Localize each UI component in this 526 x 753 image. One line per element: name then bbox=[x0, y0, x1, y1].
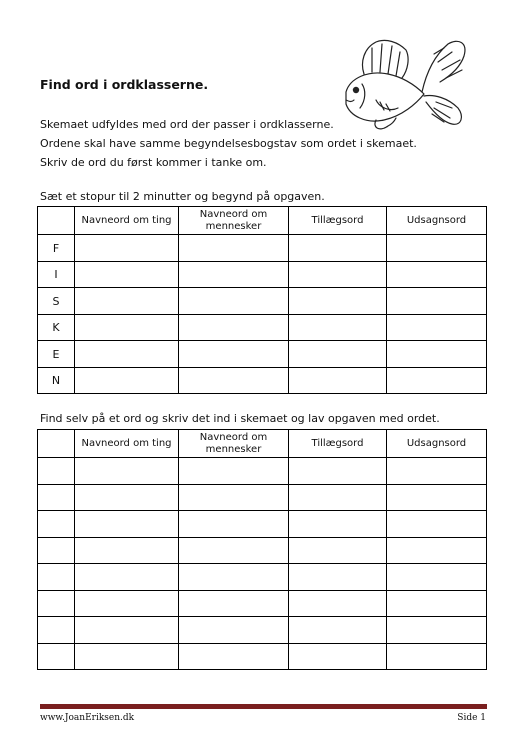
answer-cell[interactable] bbox=[179, 617, 289, 644]
fish-eye-icon bbox=[353, 87, 359, 93]
answer-cell[interactable] bbox=[179, 458, 289, 485]
answer-cell[interactable] bbox=[289, 617, 387, 644]
answer-cell[interactable] bbox=[387, 288, 487, 315]
table-row bbox=[38, 538, 487, 564]
letter-cell[interactable] bbox=[38, 538, 75, 564]
answer-cell[interactable] bbox=[75, 591, 179, 617]
instruction-line: Skemaet udfyldes med ord der passer i ordklasserne. bbox=[40, 118, 334, 131]
header-cell bbox=[38, 207, 75, 235]
word-table-own-word bbox=[37, 429, 487, 670]
table-row bbox=[38, 485, 487, 511]
letter-cell: I bbox=[38, 262, 75, 288]
letter-cell[interactable] bbox=[38, 591, 75, 617]
letter-cell: S bbox=[38, 288, 75, 315]
letter-cell[interactable] bbox=[38, 511, 75, 538]
answer-cell[interactable] bbox=[179, 341, 289, 368]
answer-cell[interactable] bbox=[387, 485, 487, 511]
header-cell: Navneord om ting bbox=[75, 207, 179, 235]
answer-cell[interactable] bbox=[75, 368, 179, 394]
header-cell: Navneord om mennesker bbox=[179, 207, 289, 235]
letter-cell[interactable] bbox=[38, 485, 75, 511]
answer-cell[interactable] bbox=[179, 315, 289, 341]
header-cell: Tillægsord bbox=[289, 430, 387, 458]
footer-website-link[interactable]: www.JoanEriksen.dk bbox=[40, 713, 135, 723]
answer-cell[interactable] bbox=[179, 262, 289, 288]
header-cell: Tillægsord bbox=[289, 207, 387, 235]
page-title: Find ord i ordklasserne. bbox=[40, 77, 209, 92]
answer-cell[interactable] bbox=[387, 235, 487, 262]
table-row bbox=[38, 315, 487, 341]
answer-cell[interactable] bbox=[289, 458, 387, 485]
answer-cell[interactable] bbox=[289, 591, 387, 617]
answer-cell[interactable] bbox=[387, 644, 487, 670]
letter-cell[interactable] bbox=[38, 617, 75, 644]
answer-cell[interactable] bbox=[75, 564, 179, 591]
answer-cell[interactable] bbox=[289, 644, 387, 670]
table-row bbox=[38, 341, 487, 368]
letter-cell[interactable] bbox=[38, 458, 75, 485]
table-row bbox=[38, 617, 487, 644]
header-cell: Udsagnsord bbox=[387, 430, 487, 458]
table-row bbox=[38, 262, 487, 288]
answer-cell[interactable] bbox=[387, 458, 487, 485]
answer-cell[interactable] bbox=[387, 368, 487, 394]
table-header-row bbox=[38, 430, 487, 458]
answer-cell[interactable] bbox=[179, 485, 289, 511]
answer-cell[interactable] bbox=[179, 368, 289, 394]
answer-cell[interactable] bbox=[289, 288, 387, 315]
answer-cell[interactable] bbox=[387, 511, 487, 538]
answer-cell[interactable] bbox=[289, 368, 387, 394]
letter-cell: N bbox=[38, 368, 75, 394]
answer-cell[interactable] bbox=[75, 511, 179, 538]
answer-cell[interactable] bbox=[387, 538, 487, 564]
answer-cell[interactable] bbox=[179, 644, 289, 670]
word-table-fisken bbox=[37, 206, 487, 394]
answer-cell[interactable] bbox=[387, 262, 487, 288]
answer-cell[interactable] bbox=[289, 485, 387, 511]
letter-cell[interactable] bbox=[38, 644, 75, 670]
answer-cell[interactable] bbox=[75, 458, 179, 485]
table-row bbox=[38, 591, 487, 617]
letter-cell: F bbox=[38, 235, 75, 262]
answer-cell[interactable] bbox=[75, 288, 179, 315]
header-cell: Navneord om ting bbox=[75, 430, 179, 458]
answer-cell[interactable] bbox=[289, 564, 387, 591]
letter-cell[interactable] bbox=[38, 564, 75, 591]
answer-cell[interactable] bbox=[387, 341, 487, 368]
answer-cell[interactable] bbox=[387, 564, 487, 591]
answer-cell[interactable] bbox=[387, 617, 487, 644]
table-row bbox=[38, 368, 487, 394]
table1-caption: Sæt et stopur til 2 minutter og begynd på opgaven. bbox=[40, 190, 325, 203]
answer-cell[interactable] bbox=[75, 341, 179, 368]
answer-cell[interactable] bbox=[75, 617, 179, 644]
letter-cell: K bbox=[38, 315, 75, 341]
header-cell: Navneord om mennesker bbox=[179, 430, 289, 458]
table-row bbox=[38, 458, 487, 485]
table2-caption: Find selv på et ord og skriv det ind i skemaet og lav opgaven med ordet. bbox=[40, 412, 440, 425]
table-row bbox=[38, 644, 487, 670]
answer-cell[interactable] bbox=[75, 538, 179, 564]
table-row bbox=[38, 511, 487, 538]
answer-cell[interactable] bbox=[387, 315, 487, 341]
answer-cell[interactable] bbox=[179, 288, 289, 315]
instruction-line: Skriv de ord du først kommer i tanke om. bbox=[40, 156, 267, 169]
answer-cell[interactable] bbox=[289, 341, 387, 368]
footer-page-number: Side 1 bbox=[457, 713, 486, 723]
answer-cell[interactable] bbox=[289, 315, 387, 341]
answer-cell[interactable] bbox=[289, 538, 387, 564]
answer-cell[interactable] bbox=[289, 262, 387, 288]
answer-cell[interactable] bbox=[387, 591, 487, 617]
answer-cell[interactable] bbox=[75, 315, 179, 341]
answer-cell[interactable] bbox=[179, 511, 289, 538]
answer-cell[interactable] bbox=[289, 235, 387, 262]
answer-cell[interactable] bbox=[289, 511, 387, 538]
answer-cell[interactable] bbox=[179, 538, 289, 564]
instruction-line: Ordene skal have samme begyndelsesbogstav som ordet i skemaet. bbox=[40, 137, 417, 150]
table-row bbox=[38, 564, 487, 591]
footer-divider bbox=[40, 704, 487, 709]
answer-cell[interactable] bbox=[75, 235, 179, 262]
answer-cell[interactable] bbox=[179, 591, 289, 617]
letter-cell: E bbox=[38, 341, 75, 368]
answer-cell[interactable] bbox=[75, 262, 179, 288]
answer-cell[interactable] bbox=[75, 644, 179, 670]
answer-cell[interactable] bbox=[75, 485, 179, 511]
header-cell bbox=[38, 430, 75, 458]
header-cell: Udsagnsord bbox=[387, 207, 487, 235]
fish-illustration bbox=[336, 34, 471, 134]
table-row bbox=[38, 235, 487, 262]
table-header-row bbox=[38, 207, 487, 235]
answer-cell[interactable] bbox=[179, 235, 289, 262]
answer-cell[interactable] bbox=[179, 564, 289, 591]
table-row bbox=[38, 288, 487, 315]
